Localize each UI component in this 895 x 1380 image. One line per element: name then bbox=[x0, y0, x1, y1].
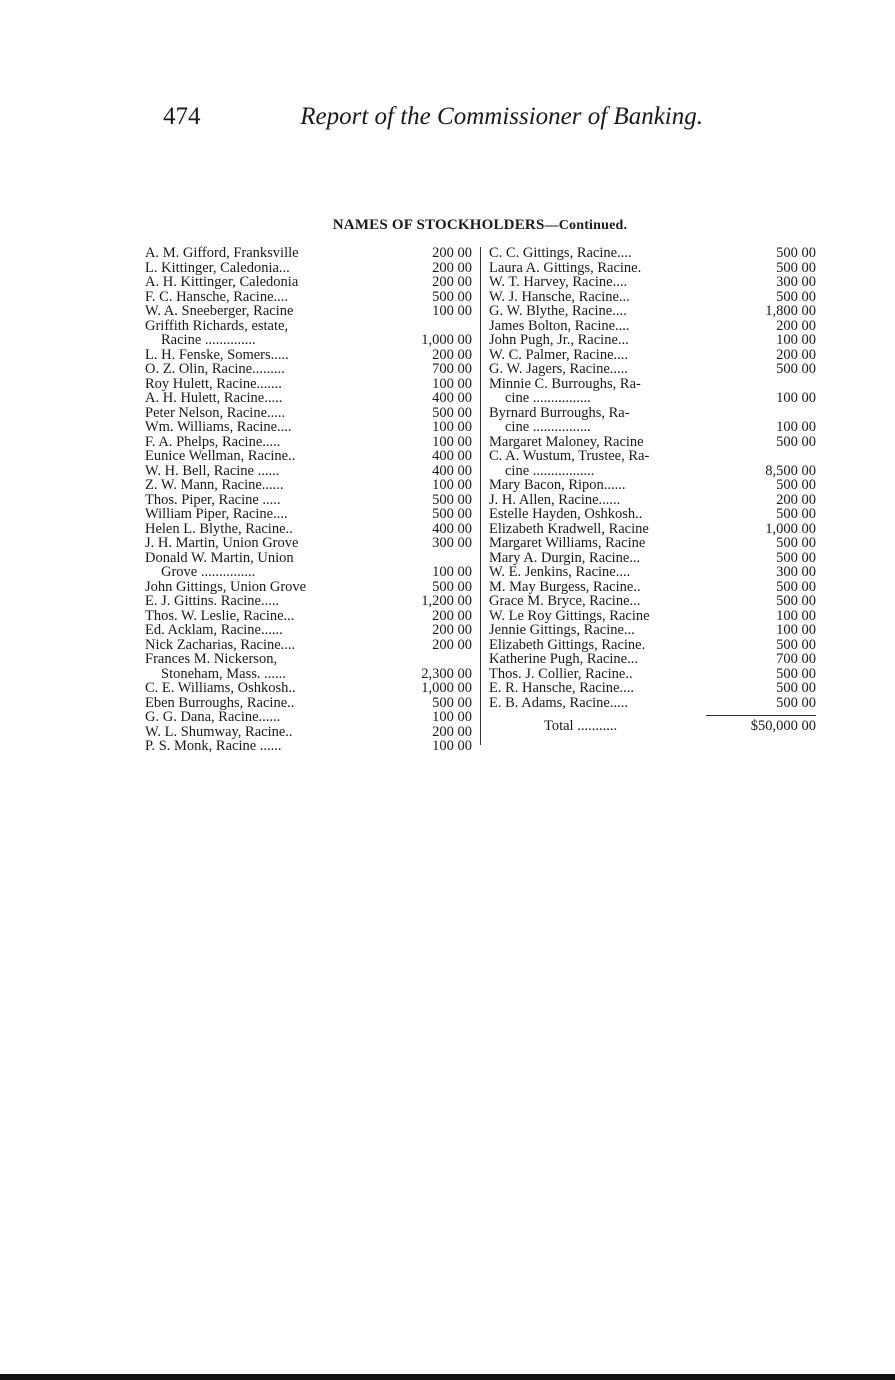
stockholder-name: Nick Zacharias, Racine.... bbox=[145, 636, 296, 653]
stockholder-row bbox=[489, 362, 816, 377]
stockholder-name: Byrnard Burroughs, Ra- bbox=[489, 404, 630, 421]
stockholder-row bbox=[145, 580, 472, 595]
right-stockholder-column bbox=[489, 246, 816, 734]
stockholder-name: Eunice Wellman, Racine.. bbox=[145, 448, 296, 464]
stockholder-name: J. H. Martin, Union Grove bbox=[145, 535, 299, 551]
stockholder-row bbox=[145, 435, 472, 450]
share-amount: 200 00 bbox=[432, 723, 472, 740]
stockholder-name: Margaret Williams, Racine bbox=[489, 535, 646, 551]
stockholder-row bbox=[145, 464, 472, 479]
stockholder-row bbox=[145, 565, 472, 580]
share-amount: 200 00 bbox=[776, 346, 816, 363]
stockholder-row bbox=[489, 319, 816, 334]
share-amount: 100 00 bbox=[432, 419, 472, 435]
stockholder-row bbox=[489, 406, 816, 421]
share-amount: 200 00 bbox=[776, 491, 816, 508]
stockholder-name: William Piper, Racine.... bbox=[145, 506, 288, 522]
stockholder-row bbox=[489, 261, 816, 276]
stockholder-name: G. W. Jagers, Racine..... bbox=[489, 361, 628, 377]
share-amount: 400 00 bbox=[432, 520, 472, 537]
stockholder-name: Thos. J. Collier, Racine.. bbox=[489, 665, 633, 682]
share-amount: 500 00 bbox=[776, 694, 816, 711]
stockholder-row bbox=[489, 551, 816, 566]
stockholder-row bbox=[489, 536, 816, 551]
total-label: Total ........... bbox=[544, 718, 618, 734]
stockholder-name: C. E. Williams, Oshkosh.. bbox=[145, 680, 296, 696]
share-amount: 1,000 00 bbox=[421, 332, 472, 348]
share-amount: 100 00 bbox=[776, 332, 816, 348]
stockholder-row bbox=[145, 536, 472, 551]
share-amount: 200 00 bbox=[432, 259, 472, 276]
stockholder-name: Frances M. Nickerson, bbox=[145, 651, 278, 667]
stockholder-name: W. Le Roy Gittings, Racine bbox=[489, 607, 650, 624]
share-amount: 500 00 bbox=[776, 578, 816, 595]
stockholder-row bbox=[489, 638, 816, 653]
stockholder-row bbox=[145, 623, 472, 638]
stockholder-row bbox=[489, 609, 816, 624]
share-amount: 400 00 bbox=[432, 462, 472, 479]
share-amount: 500 00 bbox=[776, 245, 816, 261]
stockholder-name: John Gittings, Union Grove bbox=[145, 578, 307, 595]
section-title-continued: —Continued. bbox=[544, 218, 628, 233]
stockholder-name: A. M. Gifford, Franksville bbox=[145, 245, 299, 261]
total-row bbox=[489, 719, 816, 734]
stockholder-row bbox=[145, 319, 472, 334]
running-title: Report of the Commissioner of Banking. bbox=[300, 103, 703, 130]
stockholder-row bbox=[145, 261, 472, 276]
column-divider bbox=[480, 247, 481, 745]
stockholder-name: Z. W. Mann, Racine...... bbox=[145, 477, 284, 493]
stockholder-name: M. May Burgess, Racine.. bbox=[489, 578, 641, 595]
share-amount: 500 00 bbox=[776, 680, 816, 696]
stockholder-row bbox=[489, 652, 816, 667]
stockholder-row bbox=[145, 507, 472, 522]
share-amount: 200 00 bbox=[432, 607, 472, 624]
share-amount: 500 00 bbox=[776, 549, 816, 566]
share-amount: 200 00 bbox=[432, 274, 472, 290]
stockholder-row bbox=[489, 580, 816, 595]
share-amount: 500 00 bbox=[432, 506, 472, 522]
share-amount: 200 00 bbox=[776, 317, 816, 334]
share-amount: 400 00 bbox=[432, 390, 472, 406]
share-amount: 100 00 bbox=[432, 477, 472, 493]
stockholder-row bbox=[145, 710, 472, 725]
stockholder-row bbox=[489, 449, 816, 464]
share-amount: 300 00 bbox=[432, 535, 472, 551]
stockholder-row bbox=[145, 739, 472, 754]
share-amount: 1,200 00 bbox=[421, 593, 472, 609]
stockholder-name: Donald W. Martin, Union bbox=[145, 549, 294, 566]
stockholder-row bbox=[145, 478, 472, 493]
share-amount: 500 00 bbox=[432, 404, 472, 421]
stockholder-row bbox=[145, 406, 472, 421]
share-amount: 700 00 bbox=[776, 651, 816, 667]
share-amount: 100 00 bbox=[432, 433, 472, 450]
left-stockholder-column bbox=[145, 246, 472, 754]
total-amount: $50,000 00 bbox=[750, 718, 816, 734]
stockholder-row bbox=[489, 275, 816, 290]
share-amount: 500 00 bbox=[776, 288, 816, 305]
stockholder-row bbox=[145, 246, 472, 261]
share-amount: 200 00 bbox=[432, 636, 472, 653]
stockholder-row bbox=[489, 681, 816, 696]
stockholder-name: James Bolton, Racine.... bbox=[489, 317, 630, 334]
stockholder-row bbox=[489, 290, 816, 305]
share-amount: 100 00 bbox=[432, 564, 472, 580]
stockholder-row bbox=[145, 522, 472, 537]
stockholder-name: Griffith Richards, estate, bbox=[145, 317, 289, 334]
share-amount: 2,300 00 bbox=[421, 665, 472, 682]
page-number: 474 bbox=[163, 103, 201, 130]
share-amount: 500 00 bbox=[432, 491, 472, 508]
stockholder-row bbox=[145, 696, 472, 711]
stockholder-name: W. H. Bell, Racine ...... bbox=[145, 462, 280, 479]
stockholder-name: W. C. Palmer, Racine.... bbox=[489, 346, 629, 363]
stockholder-name: Stoneham, Mass. ...... bbox=[161, 665, 286, 682]
stockholder-row bbox=[145, 667, 472, 682]
stockholder-name: C. C. Gittings, Racine.... bbox=[489, 245, 632, 261]
section-title bbox=[140, 217, 820, 234]
stockholder-name: G. G. Dana, Racine...... bbox=[145, 709, 281, 725]
stockholder-name: Mary A. Durgin, Racine... bbox=[489, 549, 641, 566]
stockholder-name: Ed. Acklam, Racine...... bbox=[145, 622, 283, 638]
stockholder-name: Katherine Pugh, Racine... bbox=[489, 651, 638, 667]
share-amount: 1,000 00 bbox=[765, 520, 816, 537]
stockholder-row bbox=[489, 435, 816, 450]
stockholder-row bbox=[489, 696, 816, 711]
stockholder-row bbox=[145, 551, 472, 566]
share-amount: 100 00 bbox=[432, 738, 472, 754]
stockholder-name: W. A. Sneeberger, Racine bbox=[145, 303, 294, 319]
stockholder-name: Estelle Hayden, Oshkosh.. bbox=[489, 506, 643, 522]
stockholder-row bbox=[145, 391, 472, 406]
share-amount: 300 00 bbox=[776, 274, 816, 290]
stockholder-name: Jennie Gittings, Racine... bbox=[489, 622, 635, 638]
stockholder-row bbox=[145, 420, 472, 435]
stockholder-row bbox=[489, 522, 816, 537]
stockholder-name: Minnie C. Burroughs, Ra- bbox=[489, 375, 641, 392]
stockholder-row bbox=[489, 507, 816, 522]
stockholder-name: Racine .............. bbox=[161, 332, 256, 348]
stockholder-row bbox=[145, 362, 472, 377]
stockholder-name: cine ................. bbox=[505, 462, 595, 479]
share-amount: 500 00 bbox=[432, 578, 472, 595]
stockholder-row bbox=[489, 377, 816, 392]
stockholder-name: C. A. Wustum, Trustee, Ra- bbox=[489, 448, 650, 464]
stockholder-name: Roy Hulett, Racine....... bbox=[145, 375, 282, 392]
stockholder-row bbox=[489, 391, 816, 406]
stockholder-name: W. E. Jenkins, Racine.... bbox=[489, 564, 631, 580]
stockholder-name: E. J. Gittins. Racine..... bbox=[145, 593, 280, 609]
stockholder-name: Elizabeth Gittings, Racine. bbox=[489, 636, 646, 653]
stockholder-name: Thos. W. Leslie, Racine... bbox=[145, 607, 295, 624]
share-amount: 8,500 00 bbox=[765, 462, 816, 479]
stockholder-row bbox=[145, 348, 472, 363]
stockholder-row bbox=[489, 348, 816, 363]
stockholder-row bbox=[489, 667, 816, 682]
stockholder-row bbox=[489, 333, 816, 348]
stockholder-row bbox=[489, 623, 816, 638]
stockholder-name: G. W. Blythe, Racine.... bbox=[489, 303, 627, 319]
stockholder-name: Margaret Maloney, Racine bbox=[489, 433, 644, 450]
stockholder-row bbox=[145, 493, 472, 508]
stockholder-name: P. S. Monk, Racine ...... bbox=[145, 738, 282, 754]
stockholder-row bbox=[145, 725, 472, 740]
stockholder-row bbox=[145, 377, 472, 392]
share-amount: 400 00 bbox=[432, 448, 472, 464]
stockholder-row bbox=[145, 609, 472, 624]
stockholder-name: Wm. Williams, Racine.... bbox=[145, 419, 292, 435]
share-amount: 500 00 bbox=[776, 506, 816, 522]
stockholder-name: W. J. Hansche, Racine... bbox=[489, 288, 630, 305]
page-header bbox=[163, 103, 703, 135]
stockholder-name: E. B. Adams, Racine..... bbox=[489, 694, 628, 711]
stockholder-name: Thos. Piper, Racine ..... bbox=[145, 491, 281, 508]
stockholder-row bbox=[145, 594, 472, 609]
stockholder-name: Grove ............... bbox=[161, 564, 256, 580]
stockholder-name: Helen L. Blythe, Racine.. bbox=[145, 520, 293, 537]
stockholder-row bbox=[145, 304, 472, 319]
stockholder-name: cine ................ bbox=[505, 390, 591, 406]
stockholder-row bbox=[489, 594, 816, 609]
scan-edge-bar bbox=[0, 1374, 895, 1380]
share-amount: 100 00 bbox=[432, 303, 472, 319]
stockholder-name: Mary Bacon, Ripon...... bbox=[489, 477, 626, 493]
stockholder-name: Eben Burroughs, Racine.. bbox=[145, 694, 295, 711]
share-amount: 1,000 00 bbox=[421, 680, 472, 696]
share-amount: 500 00 bbox=[776, 259, 816, 276]
stockholder-row bbox=[145, 638, 472, 653]
share-amount: 500 00 bbox=[432, 288, 472, 305]
section-title-main: NAMES OF STOCKHOLDERS bbox=[332, 217, 545, 233]
stockholder-row bbox=[145, 333, 472, 348]
share-amount: 500 00 bbox=[776, 361, 816, 377]
stockholder-row bbox=[145, 681, 472, 696]
share-amount: 200 00 bbox=[432, 245, 472, 261]
stockholder-name: A. H. Kittinger, Caledonia bbox=[145, 274, 299, 290]
share-amount: 100 00 bbox=[776, 390, 816, 406]
stockholder-name: W. T. Harvey, Racine.... bbox=[489, 274, 628, 290]
share-amount: 100 00 bbox=[776, 419, 816, 435]
stockholder-name: Grace M. Bryce, Racine... bbox=[489, 593, 641, 609]
share-amount: 500 00 bbox=[776, 535, 816, 551]
stockholder-row bbox=[489, 420, 816, 435]
stockholder-row bbox=[145, 449, 472, 464]
stockholder-row bbox=[489, 565, 816, 580]
stockholder-name: cine ................ bbox=[505, 419, 591, 435]
stockholder-name: John Pugh, Jr., Racine... bbox=[489, 332, 629, 348]
share-amount: 100 00 bbox=[776, 622, 816, 638]
stockholder-row bbox=[489, 246, 816, 261]
stockholder-row bbox=[145, 290, 472, 305]
share-amount: 500 00 bbox=[776, 665, 816, 682]
share-amount: 100 00 bbox=[432, 709, 472, 725]
stockholder-name: W. L. Shumway, Racine.. bbox=[145, 723, 293, 740]
share-amount: 100 00 bbox=[776, 607, 816, 624]
share-amount: 300 00 bbox=[776, 564, 816, 580]
stockholder-row bbox=[489, 304, 816, 319]
stockholder-name: E. R. Hansche, Racine.... bbox=[489, 680, 634, 696]
stockholder-row bbox=[145, 652, 472, 667]
share-amount: 500 00 bbox=[776, 636, 816, 653]
stockholder-row bbox=[489, 493, 816, 508]
stockholder-name: L. Kittinger, Caledonia... bbox=[145, 259, 290, 276]
stockholder-row bbox=[489, 464, 816, 479]
stockholder-name: Elizabeth Kradwell, Racine bbox=[489, 520, 649, 537]
share-amount: 200 00 bbox=[432, 622, 472, 638]
stockholder-name: Laura A. Gittings, Racine. bbox=[489, 259, 642, 276]
share-amount: 200 00 bbox=[432, 346, 472, 363]
stockholder-name: Peter Nelson, Racine..... bbox=[145, 404, 286, 421]
share-amount: 500 00 bbox=[776, 477, 816, 493]
stockholder-name: L. H. Fenske, Somers..... bbox=[145, 346, 289, 363]
share-amount: 500 00 bbox=[776, 593, 816, 609]
stockholder-row bbox=[145, 275, 472, 290]
share-amount: 700 00 bbox=[432, 361, 472, 377]
stockholder-name: F. A. Phelps, Racine..... bbox=[145, 433, 281, 450]
stockholder-name: A. H. Hulett, Racine..... bbox=[145, 390, 283, 406]
share-amount: 1,800 00 bbox=[765, 303, 816, 319]
share-amount: 100 00 bbox=[432, 375, 472, 392]
stockholder-name: O. Z. Olin, Racine......... bbox=[145, 361, 285, 377]
stockholder-row bbox=[489, 478, 816, 493]
stockholder-name: J. H. Allen, Racine...... bbox=[489, 491, 621, 508]
share-amount: 500 00 bbox=[432, 694, 472, 711]
stockholder-name: F. C. Hansche, Racine.... bbox=[145, 288, 289, 305]
share-amount: 500 00 bbox=[776, 433, 816, 450]
